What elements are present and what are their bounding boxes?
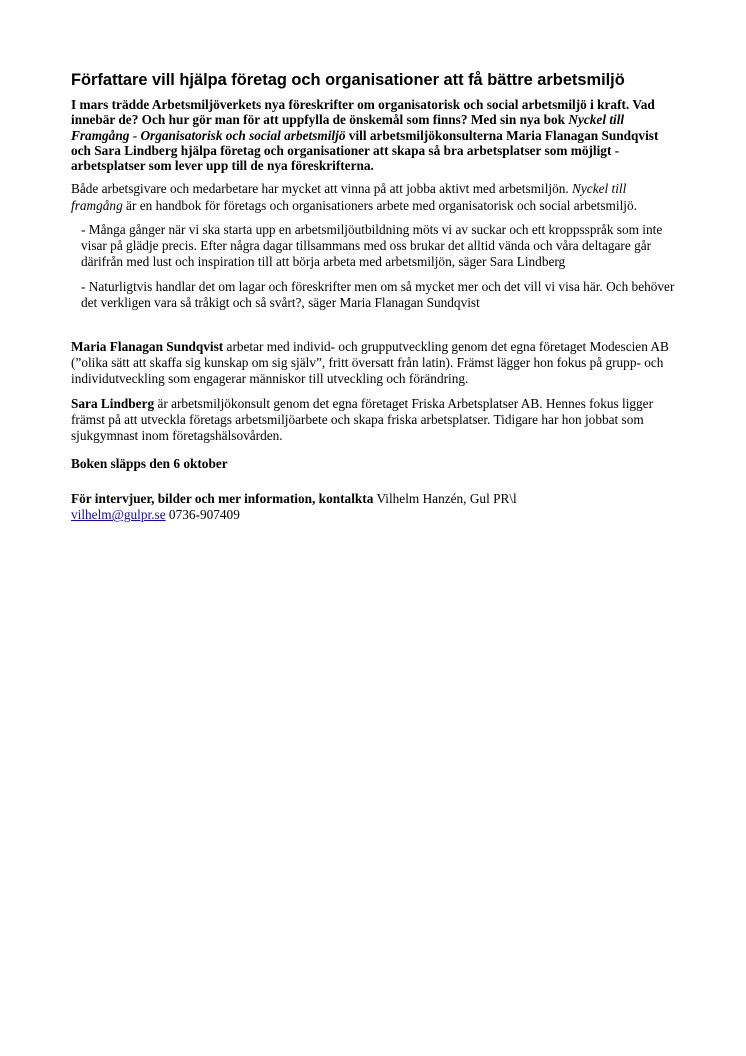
bio-maria [71,339,677,388]
contact-person: Vilhelm Hanzén, Gul PR\l [373,491,517,507]
intro-text-1: Både arbetsgivare och medarbetare har mycket att vinna på att jobba aktivt med arbetsmiljön. [71,181,573,197]
bio-sara [71,396,677,445]
release-date: Boken släpps den 6 oktober [71,456,228,472]
bio-sara-text: är arbetsmiljökonsult genom det egna företaget Friska Arbetsplatser AB. Hennes fokus ligger främst på att utveckla företags arbetsmiljöarbete och skapa friska arbetsplatser. Tidigare har hon jobbat som sjukgymnast inom företagshälsovården. [71,395,654,443]
press-release [71,70,677,532]
intro-book-title: Nyckel till framgång [71,181,627,213]
contact-info [71,491,677,523]
contact-phone: 0736-907409 [165,507,240,523]
quote-sara: - Många gånger när vi ska starta upp en arbetsmiljöutbildning möts vi av suckar och ett kroppsspråk som inte visar på glädje precis. Efter några dagar tillsammans med oss brukar det alltid vända och våra deltagare går därifrån med lust och inspiration till att börja arbeta med arbetsmiljön, säger Sara Lindberg [81,221,663,270]
lead-text-2: vill arbetsmiljökonsulterna Maria Flanagan Sundqvist och Sara Lindberg hjälpa företag och organisationer att skapa så bra arbetsplatser som möjligt - arbetsplatser som lever upp till de nya föreskrifterna. [71,127,659,174]
intro-text-2: är en handbok för företags och organisationers arbete med organisatorisk och social arbetsmiljö. [122,197,637,213]
contact-label: För intervjuer, bilder och mer information, kontalkta [71,491,374,507]
section-spacer [71,319,677,339]
page-title: Författare vill hjälpa företag och organisationer att få bättre arbetsmiljö [71,71,625,89]
bio-maria-text: arbetar med individ- och grupputveckling genom det egna företaget Modescien AB (”olika sätt att skaffa sig kunskap om sig själv”, fritt översatt från latin). Främst lägger hon fokus på grupp- och individutveckling som engagerar människor till utveckling och förändring. [71,338,669,387]
intro-paragraph [71,181,677,213]
lead-paragraph [71,97,677,173]
email-link[interactable]: vilhelm@gulpr.se [71,507,166,523]
bio-sara-name: Sara Lindberg [71,395,155,411]
lead-book-title: Nyckel till Framgång - Organisatorisk och social arbetsmiljö [71,112,625,143]
lead-text-1: I mars trädde Arbetsmiljöverkets nya föreskrifter om organisatorisk och social arbetsmiljö i kraft. Vad innebär de? Och hur gör man för att uppfylla de önskemål som finns? Med sin nya bok [71,97,655,128]
bio-maria-name: Maria Flanagan Sundqvist [71,338,224,354]
quote-maria: - Naturligtvis handlar det om lagar och föreskrifter men om så mycket mer och det vill vi visa här. Och behöver det verkligen vara så tråkigt och så svårt?, säger Maria Flanagan Sundqvist [81,278,675,310]
